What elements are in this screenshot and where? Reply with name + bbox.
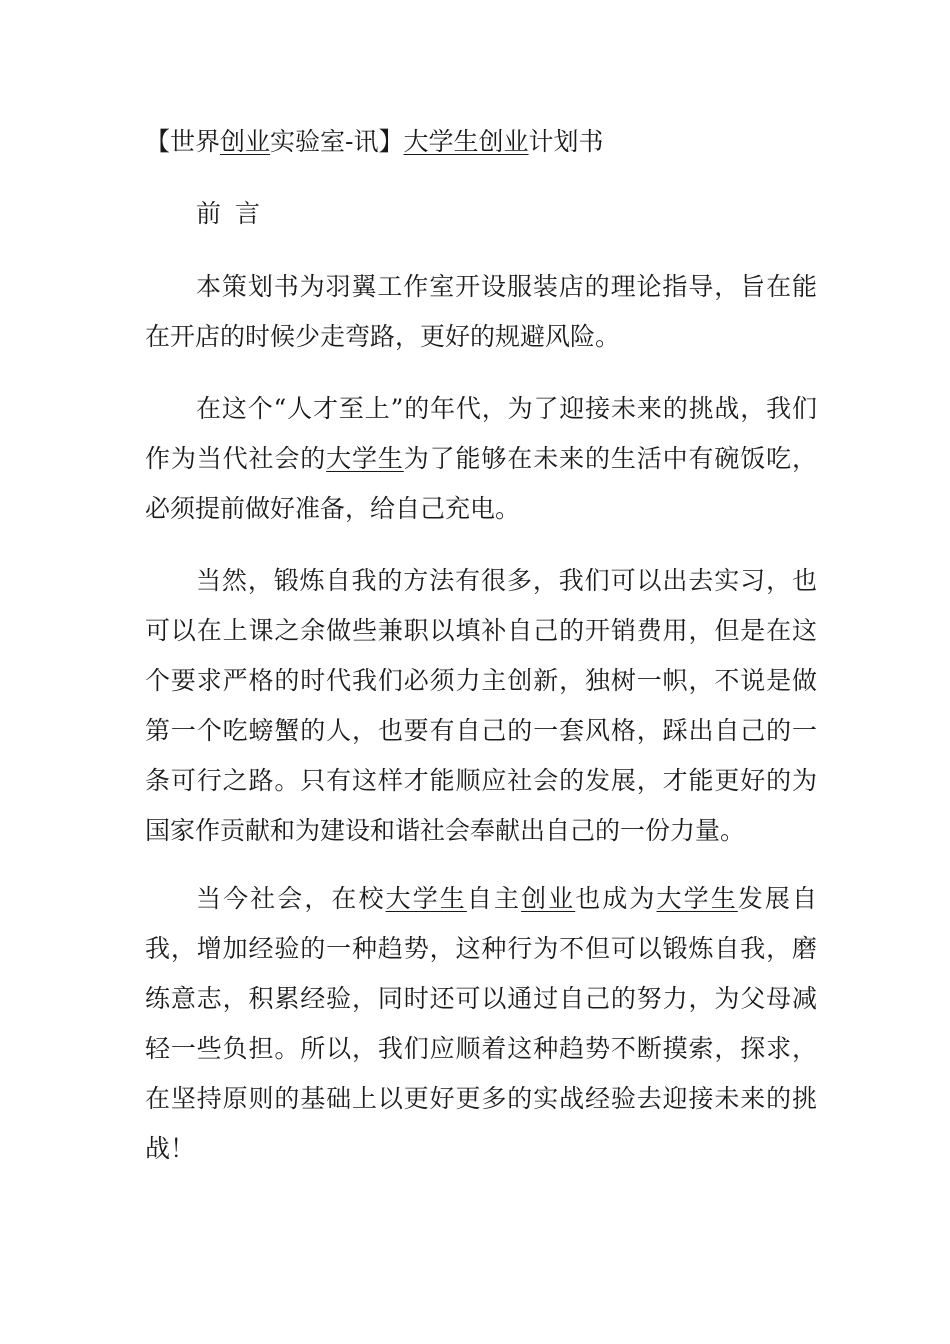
title-source-prefix: 世界 — [170, 127, 221, 156]
title-link-chuangye[interactable]: 创业 — [478, 127, 529, 156]
paragraph-2-text-b: 为了能够在未来的生活中有碗饭吃，必须提前做好准备，给自己充电。 — [145, 444, 817, 523]
title-source-suffix: 实验室-讯 — [270, 127, 379, 156]
title-link-chuangye-source[interactable]: 创业 — [220, 127, 271, 156]
paragraph-4-text-b: 自主 — [466, 884, 522, 913]
title-tail: 计划书 — [528, 127, 604, 156]
paragraph-4 — [145, 874, 817, 1174]
paragraph-4-link-daxuesheng-1[interactable]: 大学生 — [385, 884, 467, 913]
paragraph-4-text-c: 也成为 — [575, 884, 657, 913]
paragraph-3: 当然，锻炼自我的方法有很多，我们可以出去实习，也可以在上课之余做些兼职以填补自己的开销费用，但是在这个要求严格的时代我们必须力主创新，独树一帜，不说是做第一个吃螃蟹的人，也要有自己的一套风格，踩出自己的一条可行之路。只有这样才能顺应社会的发展，才能更好的为国家作贡献和为建设和谐社会奉献出自己的一份力量。 — [145, 566, 817, 845]
section-heading-preface: 前言 — [196, 199, 275, 228]
paragraph-2 — [145, 384, 817, 534]
paragraph-1: 本策划书为羽翼工作室开设服装店的理论指导，旨在能在开店的时候少走弯路，更好的规避风险。 — [145, 272, 817, 351]
title-link-daxuesheng[interactable]: 大学生 — [403, 127, 479, 156]
paragraph-2-link-daxuesheng[interactable]: 大学生 — [326, 444, 404, 473]
paragraph-2-text-a: 在这个“人才至上”的年代，为了迎接未来的挑战，我们作为当代社会的 — [145, 394, 817, 473]
paragraph-4-link-chuangye[interactable]: 创业 — [521, 884, 576, 913]
paragraph-4-text-a: 当今社会，在校 — [196, 884, 386, 913]
title-bracket-open: 【 — [145, 127, 171, 156]
paragraph-4-link-daxuesheng-2[interactable]: 大学生 — [656, 884, 738, 913]
document-title — [145, 120, 825, 164]
paragraph-4-text-d: 发展自我，增加经验的一种趋势，这种行为不但可以锻炼自我，磨练意志，积累经验，同时还可以通过自己的努力，为父母减轻一些负担。所以，我们应顺着这种趋势不断摸索，探求，在坚持原则的基础上以更好更多的实战经验去迎接未来的挑战！ — [145, 884, 817, 1163]
title-bracket-close: 】 — [378, 127, 404, 156]
